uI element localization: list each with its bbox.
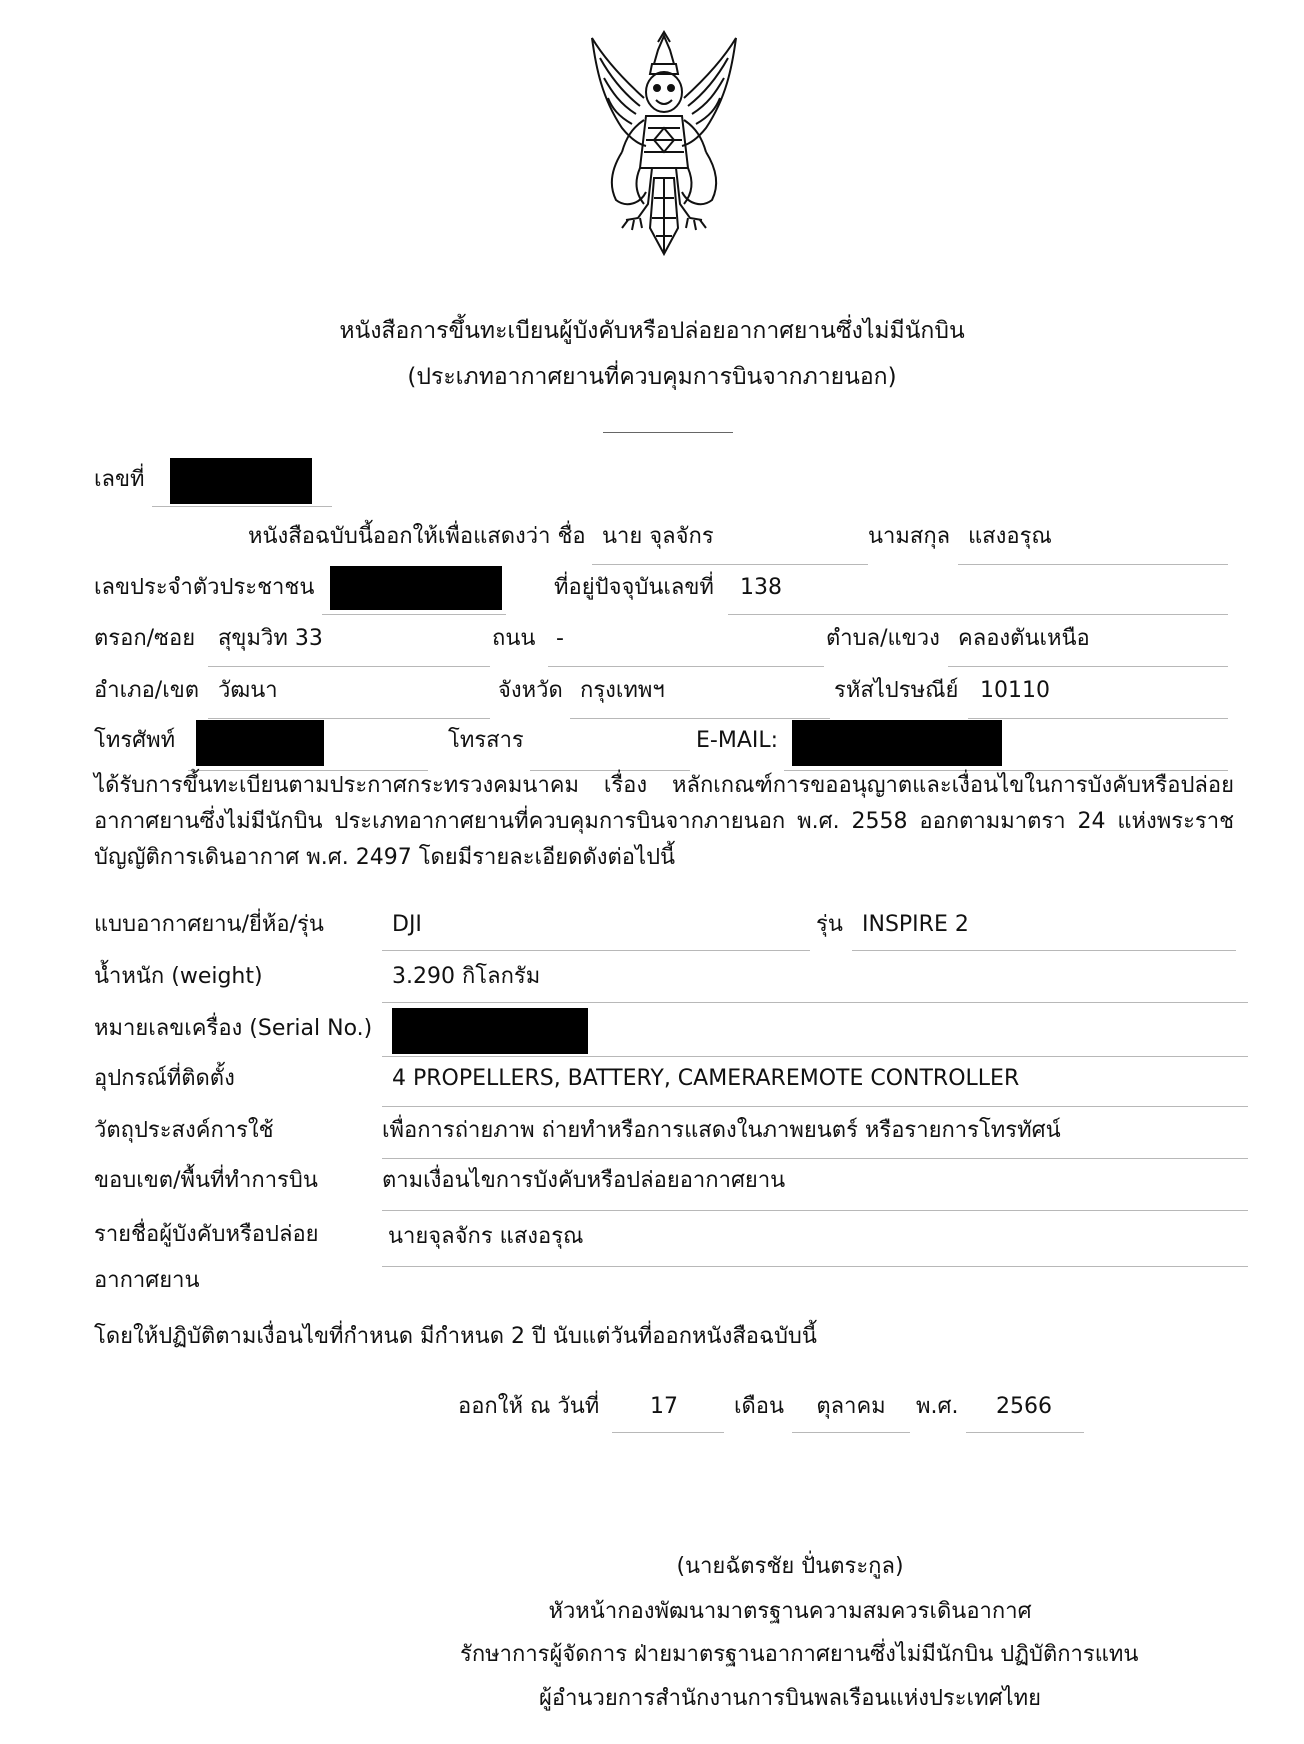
validity-statement: โดยให้ปฏิบัติตามเงื่อนไขที่กำหนด มีกำหนด 2 ปี นับแต่วันที่ออกหนังสือฉบับนี้ — [94, 1324, 817, 1349]
equipment-label: อุปกรณ์ที่ติดตั้ง — [94, 1066, 235, 1091]
citizen-id-label: เลขประจำตัวประชาชน — [94, 575, 315, 600]
postcode-value: 10110 — [980, 678, 1050, 703]
purpose-label: วัตถุประสงค์การใช้ — [94, 1118, 274, 1143]
serial-redaction — [392, 1008, 588, 1054]
garuda-emblem-icon — [582, 28, 746, 268]
phone-redaction — [196, 720, 324, 766]
certify-label: หนังสือฉบับนี้ออกให้เพื่อแสดงว่า ชื่อ — [248, 524, 586, 549]
surname-label: นามสกุล — [868, 524, 951, 549]
operator-label-line1: รายชื่อผู้บังคับหรือปล่อย — [94, 1222, 319, 1247]
year-label: พ.ศ. — [916, 1394, 959, 1419]
district-value: วัฒนา — [218, 678, 278, 703]
signatory-title-2: รักษาการผู้จัดการ ฝ่ายมาตรฐานอากาศยานซึ่งไม่มีนักบิน ปฏิบัติการแทน — [460, 1642, 1139, 1667]
house-no-label: ที่อยู่ปัจจุบันเลขที่ — [554, 575, 714, 600]
subdistrict-label: ตำบล/แขวง — [826, 626, 940, 651]
phone-label: โทรศัพท์ — [94, 728, 176, 753]
model-value: INSPIRE 2 — [862, 912, 969, 937]
province-value: กรุงเทพฯ — [580, 678, 665, 703]
subdistrict-value: คลองตันเหนือ — [958, 626, 1090, 651]
issue-day: 17 — [650, 1394, 678, 1419]
road-label: ถนน — [492, 626, 536, 651]
model-label: รุ่น — [816, 912, 843, 937]
district-label: อำเภอ/เขต — [94, 678, 200, 703]
document-subtitle: (ประเภทอากาศยานที่ควบคุมการบินจากภายนอก) — [407, 364, 897, 390]
brand-value: DJI — [392, 912, 422, 937]
postcode-label: รหัสไปรษณีย์ — [834, 678, 959, 703]
fax-label: โทรสาร — [448, 728, 524, 753]
flight-area-label: ขอบเขต/พื้นที่ทำการบิน — [94, 1168, 318, 1193]
email-redaction — [792, 720, 1002, 766]
name-value: นาย จุลจักร — [602, 524, 714, 549]
issued-label: ออกให้ ณ วันที่ — [458, 1394, 600, 1419]
operator-value: นายจุลจักร แสงอรุณ — [388, 1224, 584, 1249]
issue-year: 2566 — [996, 1394, 1052, 1419]
signatory-name: (นายฉัตรชัย ปั่นตระกูล) — [676, 1554, 904, 1579]
title-divider — [603, 432, 733, 433]
registration-statement: ได้รับการขึ้นทะเบียนตามประกาศกระทรวงคมนาคม เรื่อง หลักเกณฑ์การขออนุญาตและเงื่อนไขในการบังคับหรือปล่อยอากาศยานซึ่งไม่มีนักบิน ประเภทอากาศยานที่ควบคุมการบินจากภายนอก พ.ศ. 2558 ออกตามมาตรา 24 แห่งพระราชบัญญัติการเดินอากาศ พ.ศ. 2497 โดยมีรายละเอียดดังต่อไปนี้ — [94, 773, 1234, 870]
weight-value: 3.290 กิโลกรัม — [392, 964, 541, 989]
serial-label: หมายเลขเครื่อง (Serial No.) — [94, 1016, 373, 1041]
signatory-title-1: หัวหน้ากองพัฒนามาตรฐานความสมควรเดินอากาศ — [548, 1599, 1032, 1624]
surname-value: แสงอรุณ — [968, 524, 1052, 549]
flight-area-value: ตามเงื่อนไขการบังคับหรือปล่อยอากาศยาน — [382, 1168, 786, 1193]
document-title: หนังสือการขึ้นทะเบียนผู้บังคับหรือปล่อยอากาศยานซึ่งไม่มีนักบิน — [339, 318, 965, 344]
soi-label: ตรอก/ซอย — [94, 626, 196, 651]
equipment-value: 4 PROPELLERS, BATTERY, CAMERAREMOTE CONTROLLER — [392, 1066, 1020, 1091]
brand-label: แบบอากาศยาน/ยี่ห้อ/รุ่น — [94, 912, 324, 937]
purpose-value: เพื่อการถ่ายภาพ ถ่ายทำหรือการแสดงในภาพยนตร์ หรือรายการโทรทัศน์ — [382, 1118, 1061, 1143]
citizen-id-redaction — [330, 566, 502, 610]
number-label: เลขที่ — [94, 467, 145, 492]
house-no-value: 138 — [740, 575, 782, 600]
province-label: จังหวัด — [498, 678, 563, 703]
road-value: - — [556, 626, 564, 651]
email-label: E-MAIL: — [696, 728, 779, 753]
issue-month: ตุลาคม — [816, 1394, 886, 1419]
month-label: เดือน — [734, 1394, 785, 1419]
signatory-title-3: ผู้อำนวยการสำนักงานการบินพลเรือนแห่งประเทศไทย — [538, 1686, 1042, 1711]
number-redaction — [170, 458, 312, 504]
weight-label: น้ำหนัก (weight) — [94, 964, 263, 989]
operator-label-line2: อากาศยาน — [94, 1268, 200, 1293]
soi-value: สุขุมวิท 33 — [218, 626, 323, 651]
